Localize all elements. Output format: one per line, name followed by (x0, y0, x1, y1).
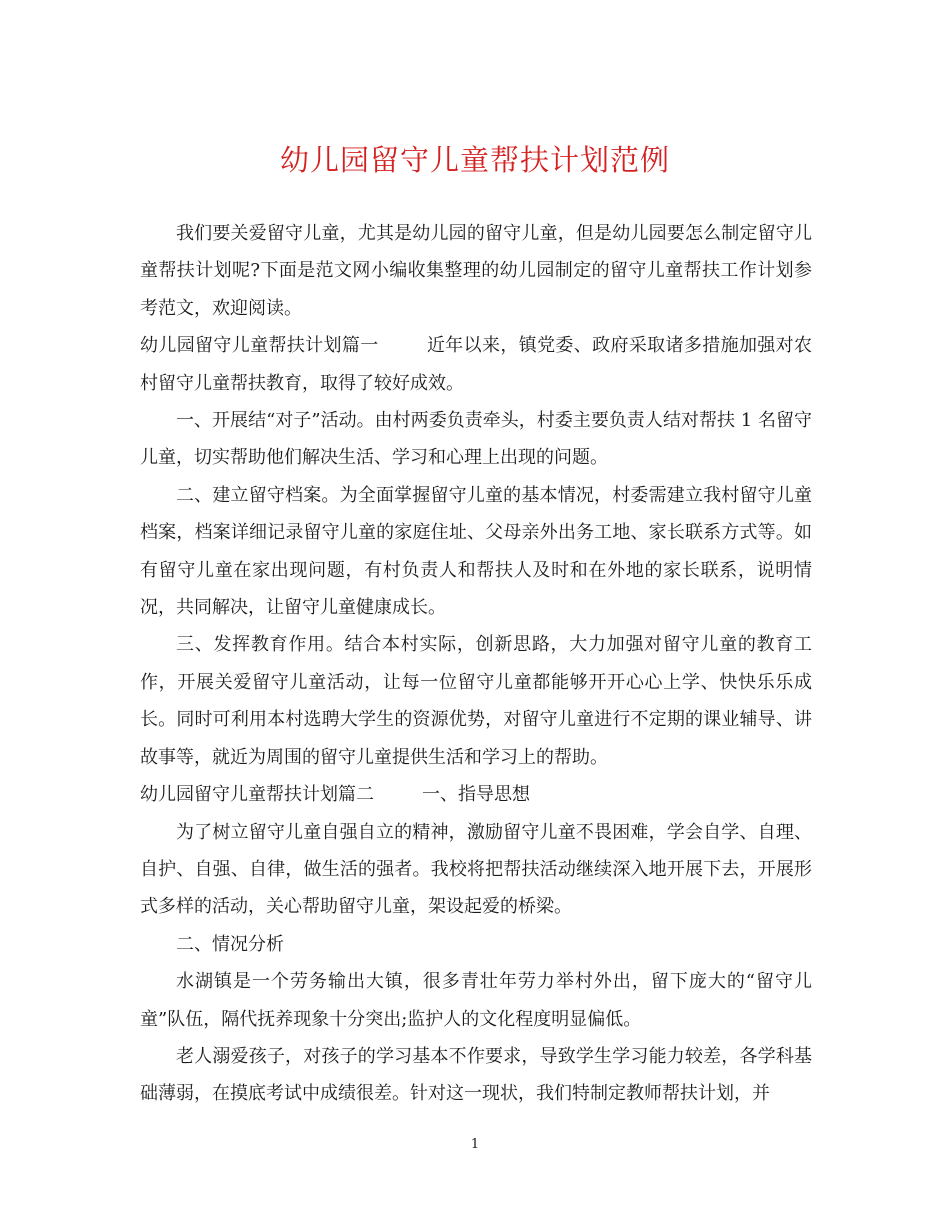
document-title: 幼儿园留守儿童帮扶计划范例 (279, 143, 670, 177)
paragraph-section-one (140, 327, 812, 402)
paragraph-text: 我们要关爱留守儿童，尤其是幼儿园的留守儿童，但是幼儿园要怎么制定留守儿童帮扶计划呢?下面是范文网小编收集整理的幼儿园制定的留守儿童帮扶工作计划参考范文，欢迎阅读。 (140, 223, 812, 319)
paragraph-text: 为了树立留守儿童自强自立的精神，激励留守儿童不畏困难，学会自学、自理、自护、自强、自律，做生活的强者。我校将把帮扶活动继续深入地开展下去，开展形式多样的活动，关心帮助留守儿童，架设起爱的桥梁。 (140, 821, 812, 918)
paragraph-text: 二、建立留守档案。为全面掌握留守儿童的基本情况，村委需建立我村留守儿童档案，档案详细记录留守儿童的家庭住址、父母亲外出务工地、家长联系方式等。如有留守儿童在家出现问题，有村负责人和帮扶人及时和在外地的家长联系，说明情况，共同解决，让留守儿童健康成长。 (140, 484, 812, 619)
paragraph-item (140, 477, 812, 627)
paragraph-item (140, 626, 812, 776)
paragraph-item (140, 402, 812, 477)
paragraph-subheading (140, 926, 812, 963)
paragraph-text: 水湖镇是一个劳务输出大镇，很多青壮年劳力举村外出，留下庞大的“留守儿童”队伍，隔代抚养现象十分突出;监护人的文化程度明显偏低。 (140, 971, 812, 1030)
paragraph-item (140, 1038, 812, 1113)
paragraph-text: 近年以来，镇党委、政府采取诸多措施加强对农村留守儿童帮扶教育，取得了较好成效。 (140, 335, 813, 394)
paragraph-item (140, 814, 812, 926)
section-heading: 幼儿园留守儿童帮扶计划篇一 (140, 335, 379, 357)
paragraph-text: 一、指导思想 (422, 784, 530, 806)
paragraph-text: 一、开展结“对子”活动。由村两委负责牵头，村委主要负责人结对帮扶 1 名留守儿童，切实帮助他们解决生活、学习和心理上出现的问题。 (140, 410, 812, 469)
document-body (140, 215, 812, 1113)
paragraph-section-two (140, 776, 812, 813)
paragraph-item (140, 963, 812, 1038)
paragraph-text: 三、发挥教育作用。结合本村实际，创新思路，大力加强对留守儿童的教育工作，开展关爱留守儿童活动，让每一位留守儿童都能够开开心心上学、快快乐乐成长。同时可利用本村选聘大学生的资源优势，对留守儿童进行不定期的课业辅导、讲故事等，就近为周围的留守儿童提供生活和学习上的帮助。 (140, 634, 812, 768)
section-heading: 幼儿园留守儿童帮扶计划篇二 (140, 784, 374, 806)
paragraph-text: 老人溺爱孩子，对孩子的学习基本不作要求，导致学生学习能力较差，各学科基础薄弱，在摸底考试中成绩很差。针对这一现状，我们特制定教师帮扶计划，并 (140, 1045, 812, 1105)
page-number: 1 (470, 1137, 480, 1152)
paragraph-text: 二、情况分析 (176, 933, 284, 955)
paragraph-intro (140, 215, 812, 327)
